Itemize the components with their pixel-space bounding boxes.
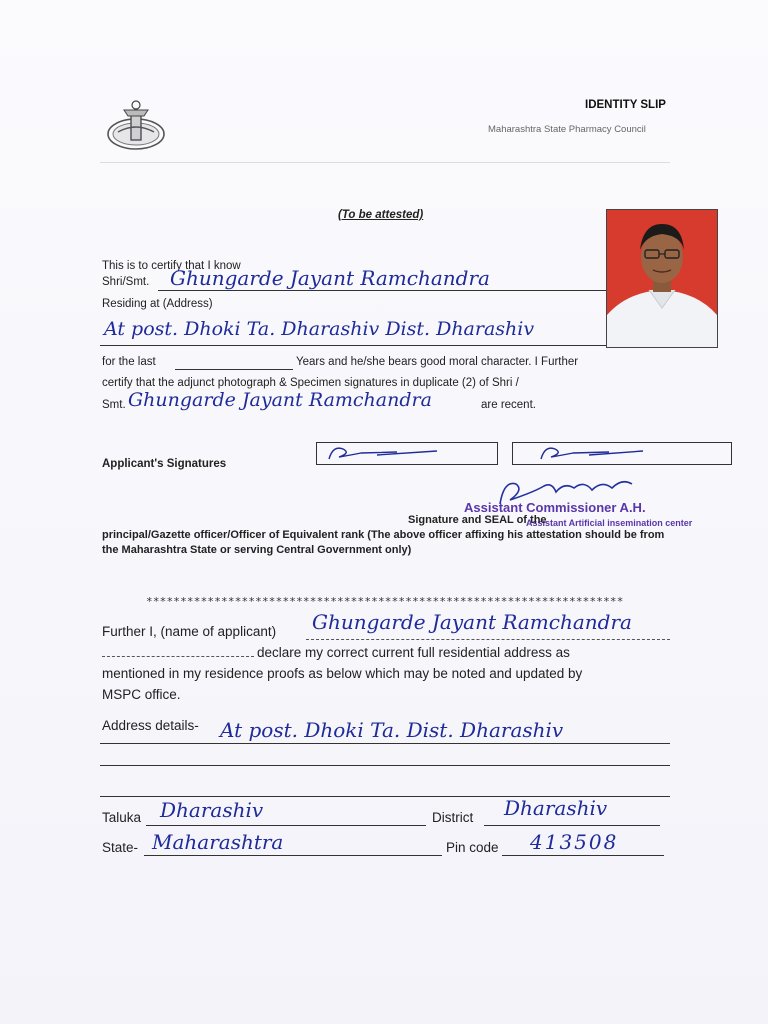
district-underline <box>484 825 660 826</box>
slip-title: IDENTITY SLIP <box>585 99 666 111</box>
further-name-line <box>306 639 670 640</box>
state-underline <box>144 855 442 856</box>
pincode-underline <box>502 855 664 856</box>
address-line-2 <box>100 765 670 766</box>
pincode-value: 413508 <box>530 830 619 854</box>
address-details-label: Address details- <box>102 718 199 733</box>
shri-value: Ghungarde Jayant Ramchandra <box>170 266 490 290</box>
residing-address-value: At post. Dhoki Ta. Dharashiv Dist. Dharashiv <box>104 318 535 340</box>
shri-underline <box>158 290 606 291</box>
signature-box-1 <box>316 442 498 465</box>
are-recent-text: are recent. <box>481 399 536 411</box>
state-label: State- <box>102 840 139 855</box>
pincode-label: Pin code <box>446 840 499 855</box>
residing-underline <box>100 345 606 346</box>
years-blank <box>175 369 293 370</box>
applicant-photo-image <box>607 210 717 347</box>
separator-stars: ********************************************************************** <box>146 595 624 608</box>
taluka-label: Taluka <box>102 810 142 825</box>
smt-label: Smt. <box>102 399 126 411</box>
seal-label: Signature and SEAL of the <box>408 514 547 526</box>
district-value: Dharashiv <box>504 796 608 820</box>
address-line-1 <box>100 743 670 744</box>
further-label: Further I, (name of applicant) <box>102 624 277 639</box>
signature-box-2 <box>512 442 732 465</box>
principal-officer-note: principal/Gazette officer/Officer of Equivalent rank (The above officer affixing his attestation should be from the Maharashtra State or serving Central Government only) <box>102 529 665 556</box>
taluka-underline <box>146 825 426 826</box>
years-text: Years and he/she bears good moral character. I Further <box>296 356 579 368</box>
council-logo-emblem <box>104 96 168 154</box>
district-label: District <box>432 810 474 825</box>
residing-label: Residing at (Address) <box>102 298 213 310</box>
council-logo <box>104 96 168 154</box>
shri-label: Shri/Smt. <box>102 276 150 288</box>
mspc-text: MSPC office. <box>102 687 181 702</box>
state-value: Maharashtra <box>152 830 284 854</box>
officer-stamp-title: Assistant Commissioner A.H. <box>464 500 646 515</box>
further-name-value: Ghungarde Jayant Ramchandra <box>312 610 632 634</box>
certify-photo-text: certify that the adjunct photograph & Specimen signatures in duplicate (2) of Shri / <box>102 377 519 389</box>
council-name: Maharashtra State Pharmacy Council <box>488 124 646 135</box>
applicant-photo <box>606 209 718 348</box>
certify-line: This is to certify that I know <box>102 260 241 272</box>
signature-1-mark <box>317 443 497 464</box>
address-details-value: At post. Dhoki Ta. Dist. Dharashiv <box>220 718 564 742</box>
attested-note: (To be attested) <box>338 209 424 221</box>
signature-2-mark <box>513 443 731 464</box>
for-the-last-label: for the last <box>102 356 156 368</box>
smt-value: Ghungarde Jayant Ramchandra <box>128 389 432 411</box>
declare-text: declare my correct current full residential address as <box>257 645 570 660</box>
mentioned-text: mentioned in my residence proofs as below which may be noted and updated by <box>102 666 583 681</box>
header-divider <box>100 162 670 163</box>
officer-stamp-subtitle: Assistant Artificial insemination center <box>526 518 693 528</box>
applicant-signatures-label: Applicant's Signatures <box>102 458 227 470</box>
taluka-value: Dharashiv <box>160 798 264 822</box>
declare-leading-dashes <box>102 656 254 657</box>
